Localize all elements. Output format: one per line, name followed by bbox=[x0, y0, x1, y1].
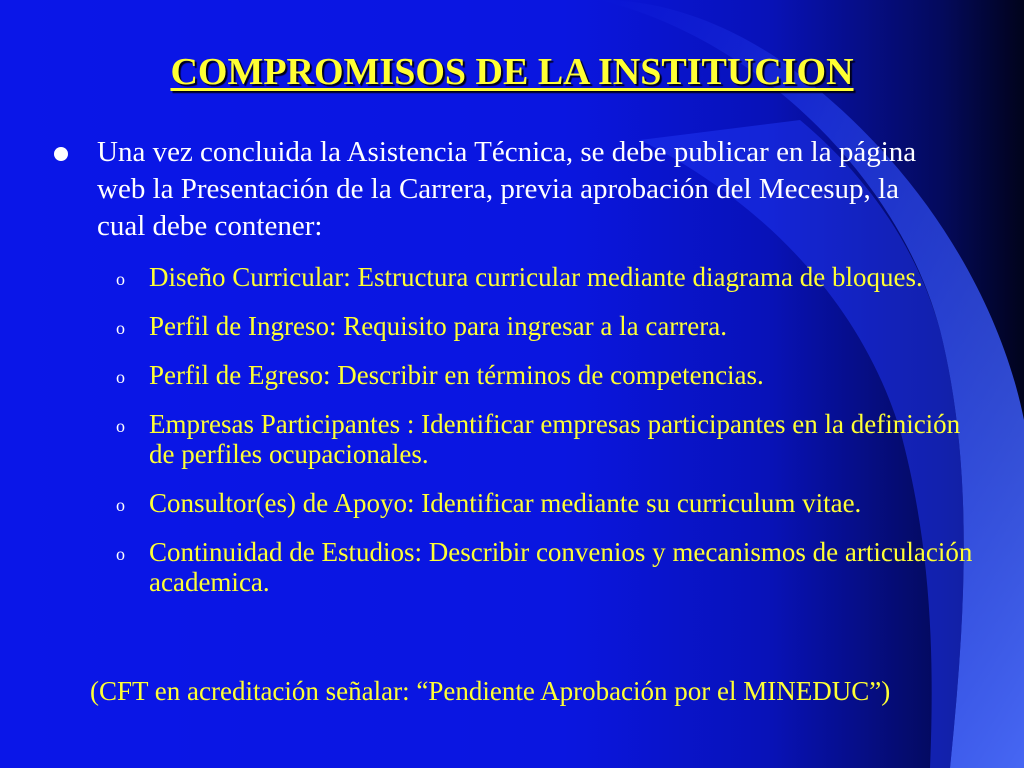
list-item bbox=[116, 262, 976, 292]
sub-bullet-text: Continuidad de Estudios: Describir convenios y mecanismos de articulación academica. bbox=[149, 537, 973, 597]
main-bullet-text: Una vez concluida la Asistencia Técnica, se debe publicar en la página web la Presentación de la Carrera, previa aprobación del Mecesup, la cual debe contener: bbox=[97, 136, 917, 242]
list-item bbox=[116, 537, 976, 597]
bullet-dot-icon bbox=[54, 147, 68, 161]
list-item bbox=[116, 360, 976, 390]
list-item bbox=[116, 409, 976, 469]
sub-bullet-text: Perfil de Ingreso: Requisito para ingresar a la carrera. bbox=[149, 311, 727, 341]
main-bullet bbox=[54, 134, 954, 245]
circle-bullet-icon: o bbox=[116, 544, 125, 564]
circle-bullet-icon: o bbox=[116, 318, 125, 338]
sub-bullet-text: Diseño Curricular: Estructura curricular mediante diagrama de bloques. bbox=[149, 262, 923, 292]
circle-bullet-icon: o bbox=[116, 495, 125, 515]
accreditation-note: (CFT en acreditación señalar: “Pendiente Aprobación por el MINEDUC”) bbox=[90, 676, 891, 706]
sub-bullet-list bbox=[116, 262, 976, 616]
circle-bullet-icon: o bbox=[116, 416, 125, 436]
list-item bbox=[116, 311, 976, 341]
sub-bullet-text: Empresas Participantes : Identificar empresas participantes en la definición de perfiles ocupacionales. bbox=[149, 409, 961, 469]
slide-title: COMPROMISOS DE LA INSTITUCION bbox=[170, 51, 854, 93]
sub-bullet-text: Perfil de Egreso: Describir en términos de competencias. bbox=[149, 360, 764, 390]
sub-bullet-text: Consultor(es) de Apoyo: Identificar mediante su curriculum vitae. bbox=[149, 488, 862, 518]
circle-bullet-icon: o bbox=[116, 269, 125, 289]
list-item bbox=[116, 488, 976, 518]
circle-bullet-icon: o bbox=[116, 367, 125, 387]
